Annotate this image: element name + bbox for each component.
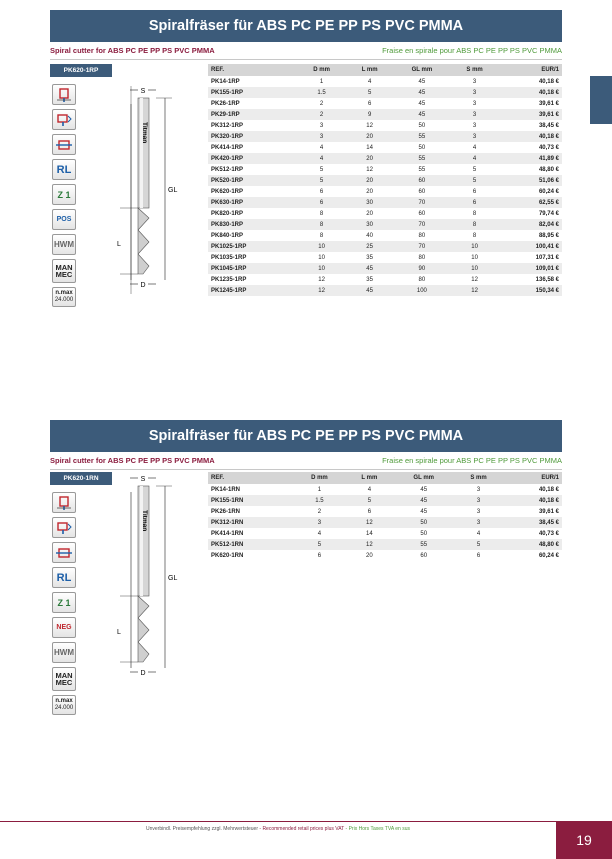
brand-engraving: Titman	[141, 510, 148, 532]
cell-gl: 55	[393, 153, 450, 164]
cell-eur: 48,80 €	[504, 539, 562, 550]
carbide-material-icon: HWM	[52, 642, 76, 663]
cell-d: 4	[317, 530, 322, 537]
cell-l: 14	[366, 144, 373, 151]
cell-l: 5	[346, 87, 393, 98]
cell-gl: 45	[418, 100, 426, 107]
price-table	[208, 472, 562, 561]
cell-ref: PK14-1RP	[211, 78, 240, 85]
cell-eur: 39,61 €	[538, 508, 559, 515]
cell-s: 8	[451, 219, 499, 230]
cell-l: 6	[367, 100, 372, 107]
table-row	[208, 495, 562, 506]
cell-s: 10	[471, 254, 478, 261]
cell-gl: 50	[418, 122, 426, 129]
table-row	[208, 153, 562, 164]
positive-spiral-icon: POS	[52, 209, 76, 230]
plunge-cut-icon	[52, 517, 76, 538]
cell-l: 45	[346, 263, 393, 274]
cell-ref: PK155-1RN	[208, 495, 294, 506]
cell-eur: 40,73 €	[538, 530, 559, 537]
cell-d: 12	[297, 285, 346, 296]
table-row	[208, 164, 562, 175]
cell-ref: PK26-1RP	[211, 100, 240, 107]
cell-l: 6	[367, 508, 372, 515]
cell-eur: 60,24 €	[538, 552, 559, 559]
max-rpm-icon: n.max 24.000	[52, 287, 76, 307]
col-header-d: D mm	[294, 472, 345, 484]
cell-s: 8	[472, 210, 477, 217]
tool-drawing	[110, 472, 210, 682]
cell-eur: 40,73 €	[538, 144, 559, 151]
cell-ref: PK420-1RP	[208, 153, 297, 164]
table-row	[208, 517, 562, 528]
cell-gl: 50	[420, 530, 428, 537]
feature-icons	[52, 492, 76, 719]
cell-ref: PK840-1RP	[211, 232, 244, 239]
hand-router-icon	[52, 84, 76, 105]
brand-engraving: Titman	[141, 122, 148, 144]
cell-l: 4	[367, 78, 372, 85]
table-row	[208, 186, 562, 197]
cell-eur: 62,55 €	[499, 197, 562, 208]
footer-english: Recommended retail prices plus VAT	[262, 826, 345, 832]
cell-eur: 40,18 €	[538, 486, 559, 493]
footer-rule	[0, 821, 556, 822]
cell-l: 20	[346, 131, 393, 142]
cell-gl: 45	[418, 78, 426, 85]
table-row	[208, 120, 562, 131]
cell-l: 20	[366, 210, 373, 217]
cell-eur: 109,01 €	[499, 263, 562, 274]
cell-ref: PK512-1RN	[208, 539, 294, 550]
col-header-gl: GL mm	[393, 64, 450, 76]
shank-dim-label: S	[140, 476, 146, 483]
cell-l: 14	[366, 530, 373, 537]
table-row	[208, 263, 562, 274]
table-row	[208, 528, 562, 539]
edge-cut-icon	[52, 542, 76, 563]
cell-d: 1.5	[294, 495, 345, 506]
cell-gl: 55	[393, 131, 450, 142]
cell-d: 12	[318, 276, 325, 283]
cell-d: 8	[319, 210, 324, 217]
cell-l: 20	[346, 175, 393, 186]
cell-d: 1.5	[297, 87, 346, 98]
col-header-l: L mm	[345, 472, 394, 484]
cell-gl: 100	[393, 285, 450, 296]
cell-ref: PK620-1RN	[211, 552, 244, 559]
subtitle-english: Spiral cutter for ABS PC PE PP PS PVC PMMA	[50, 456, 215, 465]
rotation-right-icon: RL	[52, 159, 76, 180]
edge-cut-icon	[52, 134, 76, 155]
col-header-eur: EUR/1	[504, 472, 562, 484]
cell-d: 8	[297, 219, 346, 230]
cell-s: 3	[472, 122, 477, 129]
plunge-cut-icon	[52, 109, 76, 130]
cell-l: 20	[346, 153, 393, 164]
cell-ref: PK312-1RP	[211, 122, 244, 129]
cell-d: 10	[297, 241, 346, 252]
table-row	[208, 208, 562, 219]
table-row	[208, 98, 562, 109]
table-row	[208, 131, 562, 142]
cutting-length-label: L	[117, 241, 121, 248]
col-header-s: S mm	[453, 472, 503, 484]
cell-gl: 70	[393, 197, 450, 208]
cell-eur: 150,34 €	[499, 285, 562, 296]
cell-eur: 48,80 €	[538, 166, 559, 173]
cell-gl: 60	[418, 188, 426, 195]
cell-s: 3	[451, 131, 499, 142]
product-code-badge: PK620-1RP	[50, 64, 112, 77]
cell-l: 12	[366, 166, 373, 173]
cell-s: 10	[451, 263, 499, 274]
subtitle-french: Fraise en spirale pour ABS PC PE PP PS PVC PMMA	[382, 46, 562, 55]
cell-l: 5	[345, 495, 394, 506]
table-row	[208, 252, 562, 263]
cell-d: 5	[319, 166, 324, 173]
cell-l: 9	[346, 109, 393, 120]
cell-l: 45	[346, 285, 393, 296]
cell-gl: 45	[420, 486, 428, 493]
cell-gl: 90	[393, 263, 450, 274]
cell-gl: 45	[393, 87, 450, 98]
cell-s: 3	[451, 109, 499, 120]
cell-ref: PK1045-1RP	[208, 263, 297, 274]
tool-drawing	[110, 84, 210, 294]
cell-s: 3	[453, 517, 503, 528]
cell-gl: 60	[393, 175, 450, 186]
table-body	[208, 484, 562, 561]
table-row	[208, 230, 562, 241]
table-row	[208, 109, 562, 120]
cell-d: 2	[317, 508, 322, 515]
cell-gl: 70	[393, 219, 450, 230]
cell-s: 3	[453, 495, 503, 506]
carbide-material-icon: HWM	[52, 234, 76, 255]
cell-l: 30	[346, 197, 393, 208]
cell-s: 4	[476, 530, 481, 537]
cell-s: 6	[451, 197, 499, 208]
cell-l: 12	[345, 517, 394, 528]
cell-ref: PK155-1RP	[208, 87, 297, 98]
cell-d: 6	[317, 552, 322, 559]
cell-gl: 50	[418, 144, 426, 151]
cell-d: 5	[297, 175, 346, 186]
diameter-label: D	[140, 670, 146, 677]
cell-eur: 38,45 €	[538, 122, 559, 129]
cell-gl: 80	[418, 232, 426, 239]
table-header-row	[208, 472, 562, 484]
cell-s: 3	[451, 87, 499, 98]
col-header-d: D mm	[297, 64, 346, 76]
cell-l: 4	[367, 486, 372, 493]
table-row	[208, 175, 562, 186]
cell-l: 30	[346, 219, 393, 230]
cell-eur: 39,61 €	[538, 100, 559, 107]
cell-l: 40	[366, 232, 373, 239]
col-header-s: S mm	[451, 64, 499, 76]
cell-s: 5	[453, 539, 503, 550]
manual-mechanical-icon: MAN MEC	[52, 667, 76, 691]
table-row	[208, 506, 562, 517]
cell-d: 3	[319, 122, 324, 129]
cell-s: 6	[476, 552, 481, 559]
cell-s: 3	[472, 78, 477, 85]
table-body	[208, 76, 562, 296]
product-section-2	[50, 420, 562, 711]
overall-length-label: GL	[168, 575, 178, 582]
diameter-label: D	[140, 282, 146, 289]
feature-icons	[52, 84, 76, 311]
rotation-right-icon: RL	[52, 567, 76, 588]
cell-s: 4	[472, 144, 477, 151]
cell-l: 20	[366, 552, 373, 559]
cell-ref: PK320-1RP	[208, 131, 297, 142]
cell-d: 5	[294, 539, 345, 550]
cell-ref: PK1035-1RP	[211, 254, 247, 261]
table-row	[208, 550, 562, 561]
cell-gl: 55	[418, 166, 426, 173]
cell-eur: 40,18 €	[499, 131, 562, 142]
chapter-tab	[590, 76, 612, 124]
negative-spiral-icon: NEG	[52, 617, 76, 638]
cell-gl: 80	[418, 254, 426, 261]
cell-eur: 60,24 €	[538, 188, 559, 195]
cell-d: 10	[318, 254, 325, 261]
cell-ref: PK414-1RN	[211, 530, 244, 537]
cell-s: 3	[472, 100, 477, 107]
overall-length-label: GL	[168, 187, 178, 194]
cell-eur: 41,89 €	[499, 153, 562, 164]
subtitle-row	[50, 42, 562, 60]
section-title: Spiralfräser für ABS PC PE PP PS PVC PMMA	[50, 420, 562, 452]
cell-s: 4	[451, 153, 499, 164]
cell-d: 6	[319, 188, 324, 195]
cell-d: 1	[317, 486, 322, 493]
cell-s: 8	[472, 232, 477, 239]
table-row	[208, 539, 562, 550]
cell-s: 5	[451, 175, 499, 186]
cell-ref: PK620-1RP	[211, 188, 244, 195]
cell-eur: 40,18 €	[504, 495, 562, 506]
cell-ref: PK520-1RP	[208, 175, 297, 186]
cell-l: 12	[366, 122, 373, 129]
cell-gl: 50	[394, 517, 454, 528]
cell-ref: PK1235-1RP	[211, 276, 247, 283]
cell-gl: 70	[393, 241, 450, 252]
cell-ref: PK512-1RP	[211, 166, 244, 173]
cell-d: 3	[297, 131, 346, 142]
col-header-eur: EUR/1	[499, 64, 562, 76]
cell-s: 5	[472, 166, 477, 173]
cell-eur: 40,18 €	[538, 78, 559, 85]
manual-mechanical-icon: MAN MEC	[52, 259, 76, 283]
cell-l: 20	[366, 188, 373, 195]
cell-gl: 45	[393, 109, 450, 120]
cell-l: 35	[366, 254, 373, 261]
cell-gl: 45	[394, 495, 454, 506]
cell-ref: PK1025-1RP	[208, 241, 297, 252]
cell-ref: PK820-1RP	[211, 210, 244, 217]
cell-d: 10	[297, 263, 346, 274]
cell-ref: PK830-1RP	[208, 219, 297, 230]
product-code-badge: PK620-1RN	[50, 472, 112, 485]
subtitle-french: Fraise en spirale pour ABS PC PE PP PS PVC PMMA	[382, 456, 562, 465]
cell-eur: 100,41 €	[499, 241, 562, 252]
cell-d: 2	[297, 109, 346, 120]
cell-s: 10	[451, 241, 499, 252]
cell-eur: 107,31 €	[535, 254, 559, 261]
cutting-length-label: L	[117, 629, 121, 636]
cell-eur: 82,04 €	[499, 219, 562, 230]
cell-eur: 88,95 €	[538, 232, 559, 239]
footer-note: Unverbindl. Preisempfehlung zzgl. Mehrwertsteuer - Recommended retail prices plus VAT - Prix Hors Taxes TVA en sus	[145, 826, 411, 832]
cell-s: 12	[471, 276, 478, 283]
cell-gl: 60	[418, 210, 426, 217]
cell-gl: 55	[394, 539, 454, 550]
single-flute-icon: Z 1	[52, 592, 76, 613]
footer-german: Unverbindl. Preisempfehlung zzgl. Mehrwertsteuer	[145, 826, 258, 832]
table-row	[208, 274, 562, 285]
col-header-ref: REF.	[208, 472, 294, 484]
cell-l: 25	[346, 241, 393, 252]
cell-ref: PK14-1RN	[211, 486, 241, 493]
col-header-l: L mm	[346, 64, 393, 76]
cell-gl: 45	[420, 508, 428, 515]
cell-d: 4	[319, 144, 324, 151]
cell-ref: PK26-1RN	[211, 508, 241, 515]
cell-ref: PK312-1RN	[208, 517, 294, 528]
table-row	[208, 142, 562, 153]
price-table	[208, 64, 562, 296]
footer-french: Prix Hors Taxes TVA en sus	[348, 826, 411, 832]
cell-eur: 38,45 €	[504, 517, 562, 528]
cell-s: 6	[472, 188, 477, 195]
shank-dim-label: S	[140, 88, 146, 95]
cell-d: 4	[297, 153, 346, 164]
table-row	[208, 484, 562, 495]
cell-eur: 51,06 €	[499, 175, 562, 186]
cell-d: 1	[319, 78, 324, 85]
cell-s: 3	[476, 508, 481, 515]
cell-eur: 79,74 €	[538, 210, 559, 217]
cell-d: 8	[319, 232, 324, 239]
cell-l: 35	[366, 276, 373, 283]
cell-d: 6	[297, 197, 346, 208]
cell-ref: PK630-1RP	[208, 197, 297, 208]
table-row	[208, 241, 562, 252]
max-rpm-icon: n.max 24.000	[52, 695, 76, 715]
table-header-row	[208, 64, 562, 76]
cell-d: 3	[294, 517, 345, 528]
table-row	[208, 197, 562, 208]
table-row	[208, 219, 562, 230]
col-header-ref: REF.	[208, 64, 297, 76]
section-title: Spiralfräser für ABS PC PE PP PS PVC PMMA	[50, 10, 562, 42]
cell-eur: 136,58 €	[535, 276, 559, 283]
cell-gl: 60	[420, 552, 428, 559]
cell-ref: PK1245-1RP	[208, 285, 297, 296]
col-header-gl: GL mm	[394, 472, 454, 484]
table-row	[208, 285, 562, 296]
cell-ref: PK414-1RP	[211, 144, 244, 151]
cell-eur: 39,61 €	[499, 109, 562, 120]
subtitle-english: Spiral cutter for ABS PC PE PP PS PVC PMMA	[50, 46, 215, 55]
cell-l: 12	[345, 539, 394, 550]
cell-s: 3	[476, 486, 481, 493]
table-row	[208, 76, 562, 87]
table-row	[208, 87, 562, 98]
hand-router-icon	[52, 492, 76, 513]
page-number: 19	[556, 821, 612, 859]
cell-gl: 80	[418, 276, 426, 283]
cell-eur: 40,18 €	[499, 87, 562, 98]
subtitle-row	[50, 452, 562, 470]
cell-ref: PK29-1RP	[208, 109, 297, 120]
product-section-1	[50, 10, 562, 303]
single-flute-icon: Z 1	[52, 184, 76, 205]
cell-s: 12	[451, 285, 499, 296]
cell-d: 2	[319, 100, 324, 107]
